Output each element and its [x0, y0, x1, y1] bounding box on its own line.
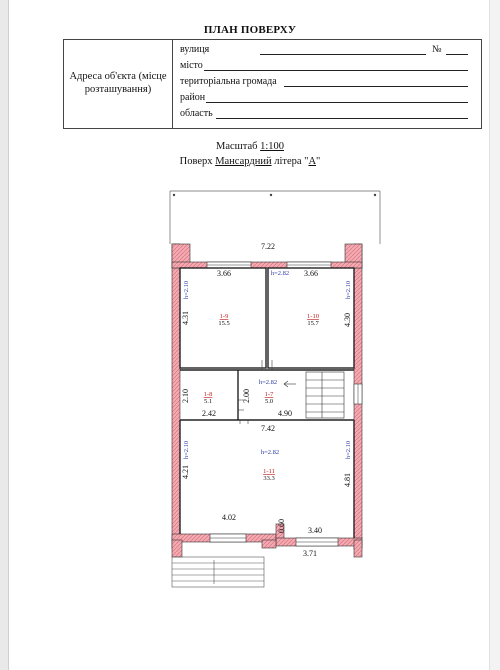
dim-top-width: 7.22	[261, 242, 275, 251]
floor-letter: А	[308, 156, 317, 167]
window-bottom-right	[296, 538, 338, 546]
room9-area: 15.5	[218, 320, 230, 327]
room7-number: 1-7	[264, 391, 274, 398]
room10-height: h=2.10	[345, 280, 352, 300]
row-city-label: місто	[180, 60, 203, 71]
window-bottom-left	[210, 534, 246, 542]
dim-bottom-width: 3.71	[303, 549, 317, 558]
row-street-label: вулиця	[180, 44, 210, 55]
address-label: Адреса об'єкта (місце розташування)	[69, 71, 167, 95]
floor-suffix: "	[316, 156, 321, 167]
dim-room9-width: 3.66	[217, 269, 231, 278]
row-region-label: область	[180, 108, 213, 119]
dim-room11-left-depth: 4.21	[181, 465, 190, 479]
room10-height2: h=2.82	[270, 270, 290, 277]
room11-area: 33.3	[263, 475, 275, 482]
row-street-number-label: №	[432, 44, 442, 55]
room10-number: 1-10	[307, 313, 319, 320]
dim-mid-width: 7.42	[261, 424, 275, 433]
dim-room11-right-depth: 4.81	[343, 473, 352, 487]
staircase	[284, 372, 344, 418]
dim-room8-depth: 2.10	[181, 389, 190, 403]
dim-room10-depth: 4.30	[343, 313, 352, 327]
room7-height: h=2.82	[258, 379, 278, 386]
room8-number: 1-8	[203, 391, 213, 398]
room11-number: 1-11	[263, 468, 275, 475]
scale-value: 1:100	[260, 141, 284, 152]
dim-room11-bottom-right: 3.40	[308, 526, 322, 535]
room11-height-left: h=2.10	[183, 440, 190, 460]
window-top-left	[207, 262, 251, 268]
dim-room10-width: 3.66	[304, 269, 318, 278]
dim-room7-width: 4.90	[278, 409, 292, 418]
row-community-label: територіальна громада	[180, 76, 277, 87]
window-right-stair	[354, 384, 362, 404]
room8-area: 5.1	[203, 398, 213, 405]
room11-height-right: h=2.10	[345, 440, 352, 460]
floor-name: Мансардний	[215, 156, 272, 167]
room10-area: 15.7	[307, 320, 319, 327]
room11-height: h=2.82	[260, 449, 280, 456]
external-steps	[172, 557, 264, 587]
dim-room11-step: 0.60	[277, 519, 286, 533]
floor-mid: літера "	[271, 156, 309, 167]
room7-area: 5.0	[264, 398, 274, 405]
room9-number: 1-9	[219, 313, 229, 320]
dim-room11-bottom-left: 4.02	[222, 513, 236, 522]
balcony	[170, 191, 380, 244]
document-title: ПЛАН ПОВЕРХУ	[203, 24, 297, 36]
dim-room9-depth: 4.31	[181, 311, 190, 325]
window-top-right	[287, 262, 331, 268]
dim-room8-width: 2.42	[202, 409, 216, 418]
row-district-label: район	[180, 92, 206, 103]
room9-height: h=2.10	[183, 280, 190, 300]
scale-prefix: Масштаб	[215, 141, 261, 152]
dim-room7-depth: 2.00	[242, 389, 251, 403]
floor-prefix: Поверх	[179, 156, 216, 167]
